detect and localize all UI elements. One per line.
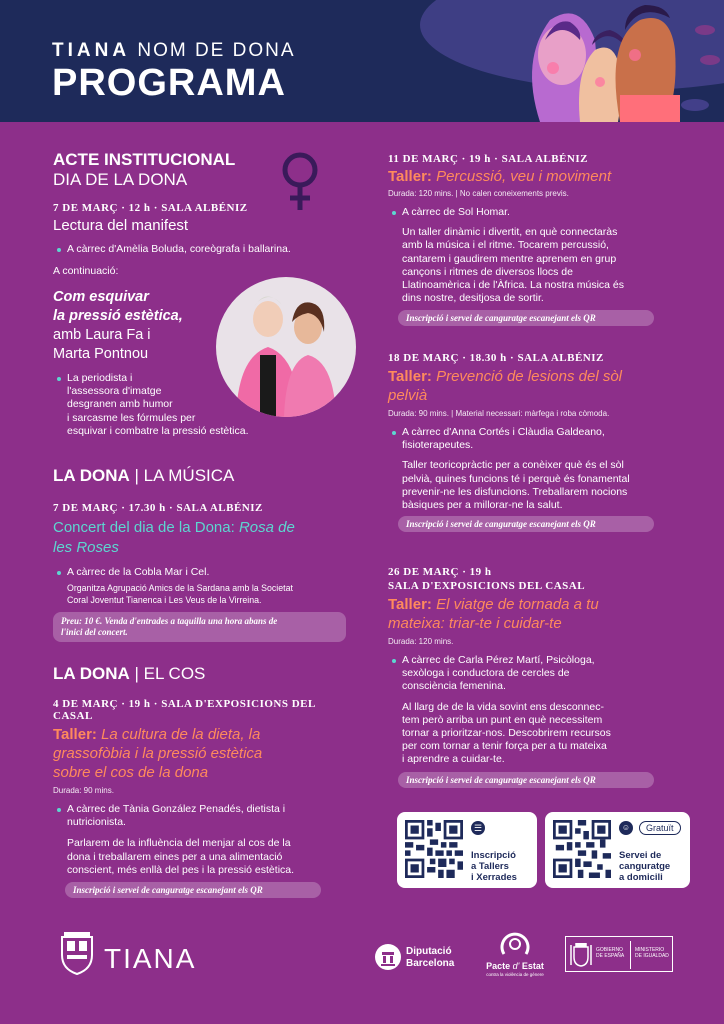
musica-heading-rest: | LA MÚSICA	[129, 466, 235, 485]
desc-line: Al llarg de de la vida sovint ens desconnec-	[402, 700, 604, 713]
qr-label-line: canguratge	[619, 861, 671, 872]
desc-line: amb la música i el ritme. Tocarem percussió,	[402, 239, 609, 252]
speaker-line: A càrrec de Tània González Penadés, dietista i	[67, 803, 286, 815]
speaker-line: consciència femenina.	[402, 680, 506, 693]
title-prefix: Taller:	[388, 168, 437, 185]
event-date-2: SALA D'EXPOSICIONS DEL CASAL	[388, 580, 586, 592]
title-cont: pelvià	[388, 387, 428, 404]
speaker-line: fisioterapeutes.	[402, 439, 474, 452]
event-date: 18 DE MARÇ · 18.30 h · SALA ALBÉNIZ	[388, 352, 604, 364]
event-dieta	[53, 698, 349, 898]
title-cont: mateixa: triar-te i cuidar-te	[388, 615, 562, 632]
pelvia-description	[388, 459, 690, 512]
section-cos	[53, 664, 353, 684]
percussio-title	[388, 168, 690, 185]
cos-heading	[53, 664, 353, 684]
acte-subtitle: DIA DE LA DONA	[53, 170, 188, 189]
qr-card-tallers[interactable]	[397, 812, 537, 888]
percussio-speaker: A càrrec de Sol Homar.	[388, 206, 690, 219]
pelvia-title	[388, 367, 690, 405]
qr-code-icon[interactable]	[405, 820, 463, 878]
desc-line: esquivar i combatre la pressió estètica.	[67, 424, 249, 437]
cos-heading-bold: LA DONA	[53, 664, 130, 683]
desc-line: i sarcasme les fórmules per	[67, 411, 196, 424]
speaker-line: A càrrec d'Anna Cortés i Clàudia Galdeano,	[402, 426, 605, 438]
event-date: 4 DE MARÇ · 19 h · SALA D'EXPOSICIONS DEL CASAL	[53, 698, 316, 722]
concert-organizer	[53, 582, 353, 606]
diputacio-line: Diputació	[406, 946, 452, 957]
desc-line: per com tornar a tenir força per a tu mateixa	[402, 740, 607, 753]
event-percussio	[388, 153, 690, 326]
percussio-description	[388, 226, 690, 305]
cos-heading-rest: | EL COS	[129, 664, 206, 683]
concert-title	[53, 518, 353, 558]
header-banner	[0, 0, 724, 122]
desc-line: pelvià, quines funcions té i perquè és fonamental	[402, 472, 630, 485]
esquivar-title	[53, 288, 223, 364]
registration-pill[interactable]: Inscripció i servei de canguratge escanejant els QR	[65, 882, 321, 898]
ministerio-line: DE IGUALDAD	[635, 953, 669, 959]
spain-coat-of-arms-icon	[570, 943, 592, 967]
desc-line: conscient, més enllà del pes i la pressió estètica.	[67, 863, 295, 876]
event-esquivar	[53, 288, 249, 438]
concert-title-b: Rosa de	[238, 519, 295, 536]
dieta-title	[53, 725, 349, 782]
ministerio-text	[635, 947, 669, 959]
musica-heading-bold: LA DONA	[53, 466, 130, 485]
dieta-speaker	[53, 803, 349, 829]
viatge-speaker	[388, 654, 690, 694]
dieta-title-l1: La cultura de la dieta, la	[101, 726, 261, 743]
baby-icon: ☺	[619, 821, 633, 835]
esquivar-title-l2: la pressió estètica,	[53, 308, 183, 324]
brand-line	[52, 40, 296, 62]
musica-heading	[53, 466, 353, 486]
desc-line: tem però arriba un punt en què necessitem	[402, 713, 603, 726]
concert-price	[53, 612, 346, 642]
title-main: Percussió, veu i moviment	[436, 168, 612, 185]
title-prefix: Taller:	[388, 368, 437, 385]
esquivar-title-l4: Marta Pontnou	[53, 346, 149, 362]
desc-line: l'assessora d'imatge	[67, 385, 162, 398]
qr-tallers-label	[471, 850, 517, 883]
desc-line: i aprendre a cuidar-te.	[402, 753, 505, 766]
event-speaker: A càrrec d'Amèlia Boluda, coreògrafa i ballarina.	[53, 243, 353, 256]
section-musica	[53, 466, 353, 486]
desc-line: dins nostre, desitjosa de sortir.	[402, 292, 544, 305]
speaker-line: nutricionista.	[67, 816, 126, 829]
pacte-conj: d'	[512, 961, 520, 971]
speakers-photo	[216, 277, 356, 417]
gobierno-text	[596, 947, 624, 959]
footer-tiana-text: TIANA	[104, 943, 197, 974]
title-prefix: Taller:	[388, 596, 437, 613]
government-logo	[565, 936, 673, 972]
viatge-description	[388, 701, 690, 767]
qr-canguratge-label	[619, 850, 670, 883]
title-main: Prevenció de lesions del sòl	[436, 368, 623, 385]
viatge-title	[388, 595, 690, 633]
speaker-line: sexòloga i conductora de cercles de	[402, 667, 570, 680]
event-date: 11 DE MARÇ · 19 h · SALA ALBÉNIZ	[388, 153, 588, 165]
gobierno-line: DE ESPAÑA	[596, 953, 625, 959]
dieta-description	[53, 837, 349, 877]
percussio-duration: Durada: 120 mins. | No calen coneixements previs.	[388, 189, 569, 198]
document-icon: ☰	[471, 821, 485, 835]
org-line: Coral Joventut Tianenca i Les Veus de la Virreina.	[67, 595, 262, 606]
desc-line: cantarem i gaudirem mentre aprenem en grup	[402, 252, 617, 265]
dieta-duration: Durada: 90 mins.	[53, 786, 114, 795]
concert-title-a: Concert del dia de la Dona:	[53, 519, 239, 536]
brand-bold: TIANA	[52, 40, 131, 61]
pacte-word: Pacte	[486, 961, 511, 971]
esquivar-title-l1: Com esquivar	[53, 289, 149, 305]
org-line: Organitza Agrupació Amics de la Sardana amb la Societat	[67, 583, 293, 594]
desc-line: dona i treballarem eines per a una alimentació	[67, 850, 283, 863]
gobierno-line: GOBIERNO	[596, 947, 623, 953]
viatge-duration: Durada: 120 mins.	[388, 637, 454, 646]
concert-speaker: A càrrec de la Cobla Mar i Cel.	[53, 566, 353, 579]
desc-line: tornar a prioritzar-nos. Descobrirem recursos	[402, 727, 611, 740]
qr-card-canguratge[interactable]	[545, 812, 690, 888]
price-line: Preu: 10 €. Venda d'entrades a taquilla una hora abans de	[61, 616, 278, 627]
ministerio-line: MINISTERIO	[635, 947, 665, 953]
pelvia-duration: Durada: 90 mins. | Material necessari: màrfega i roba còmoda.	[388, 409, 610, 418]
diputacio-line: Barcelona	[406, 958, 455, 969]
qr-label-line: i Xerrades	[471, 872, 517, 883]
program-title: PROGRAMA	[52, 62, 286, 104]
qr-label-line: Servei de	[619, 850, 662, 861]
event-title: Lectura del manifest	[53, 217, 189, 234]
desc-line: desgranen amb humor	[67, 398, 173, 411]
desc-line: bàsiques per a millorar-ne la salut.	[402, 499, 563, 512]
concert-title-c: les Roses	[53, 539, 119, 556]
tiana-shield-icon	[60, 931, 94, 975]
event-date: 7 DE MARÇ · 12 h · SALA ALBÉNIZ	[53, 202, 248, 214]
gov-divider	[630, 941, 631, 969]
qr-label-line: Inscripció	[471, 850, 516, 861]
event-date: 7 DE MARÇ · 17.30 h · SALA ALBÉNIZ	[53, 502, 263, 514]
desc-line: Parlarem de la influència del menjar al cos de la	[67, 837, 291, 850]
qr-label-line: a Tallers	[471, 861, 509, 872]
dieta-title-l3: sobre el cos de la dona	[53, 764, 209, 781]
pacte-word: Estat	[521, 961, 544, 971]
pacte-estat-subtext: contra la violència de gènere	[486, 972, 544, 977]
event-viatge	[388, 566, 690, 788]
speaker-line: A càrrec de Carla Pérez Martí, Psicòloga,	[402, 654, 595, 666]
qr-label-line: a domicili	[619, 872, 663, 883]
event-date-1: 26 DE MARÇ · 19 h	[388, 566, 492, 578]
brand-rest: NOM DE DONA	[137, 40, 296, 61]
pacte-estat-text	[484, 961, 546, 971]
acte-title: ACTE INSTITUCIONAL	[53, 150, 236, 169]
desc-line: Un taller dinàmic i divertit, en què connectaràs	[402, 226, 618, 239]
diputacio-logo-icon	[374, 943, 402, 971]
registration-pill[interactable]: Inscripció i servei de canguratge escanejant els QR	[398, 772, 654, 788]
dieta-title-l2: grassofòbia i la pressió estètica	[53, 745, 263, 762]
event-pelvia	[388, 352, 690, 532]
desc-line: Llatinoamèrica i de l'Àfrica. La nostra música és	[402, 279, 625, 292]
pelvia-speaker	[388, 426, 690, 452]
continuation-label: A continuació:	[53, 265, 119, 278]
event-concert	[53, 502, 353, 642]
registration-pill[interactable]: Inscripció i servei de canguratge escanejant els QR	[398, 310, 654, 326]
desc-line: La periodista i	[67, 372, 133, 384]
qr-code-icon[interactable]	[553, 820, 611, 878]
esquivar-title-l3: amb Laura Fa i	[53, 327, 151, 343]
title-main: El viatge de tornada a tu	[436, 596, 599, 613]
desc-line: cançons i ritmes de diversos llocs de	[402, 265, 573, 278]
desc-line: prevenir-ne les disfuncions. Treballarem nocions	[402, 485, 628, 498]
event-manifest	[53, 202, 353, 277]
women-faces-illustration	[500, 0, 724, 122]
free-badge: Gratuït	[639, 821, 681, 835]
pacte-estat-logo-icon	[496, 930, 534, 960]
price-line: l'inici del concert.	[61, 627, 128, 638]
registration-pill[interactable]: Inscripció i servei de canguratge escanejant els QR	[398, 516, 654, 532]
desc-line: Taller teoricopràctic per a conèixer què és el sòl	[402, 459, 624, 472]
dieta-title-prefix: Taller:	[53, 726, 102, 743]
diputacio-text	[406, 946, 454, 970]
